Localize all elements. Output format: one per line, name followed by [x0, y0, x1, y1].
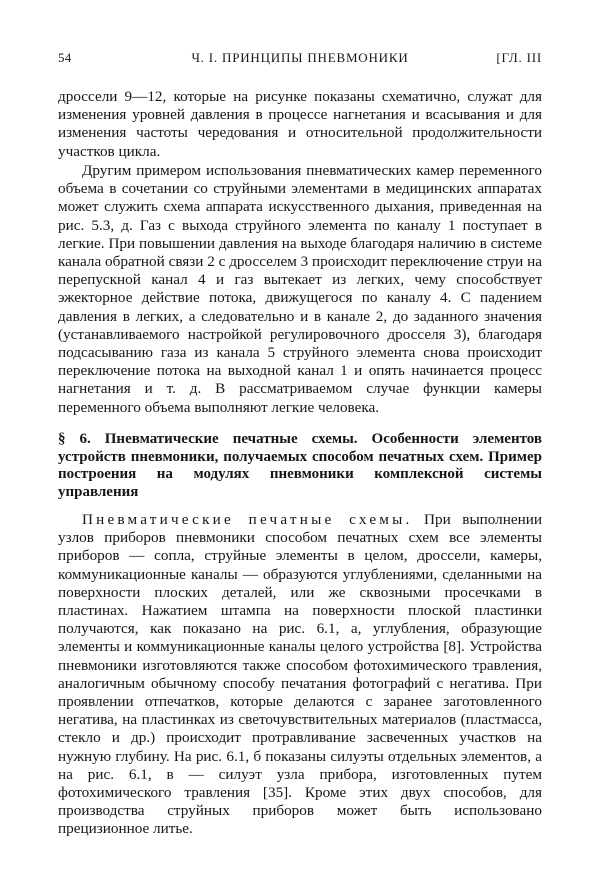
paragraph-body — [58, 511, 542, 839]
page-header — [58, 50, 542, 70]
paragraph-continuation — [58, 88, 542, 161]
paragraph-text: При выполнении узлов приборов пневмоники способом печатных схем все элементы приборов — сопла, струйные элементы в целом, дроссели, камеры, коммуникационные каналы — образуются углублениями, сделанными на поверхности плоских деталей, или же сквозными просечками в пластинах. Нажатием штампа на поверхности плоской пластинки получаются, как показано на рис. 6.1, а, углубления, образующие элементы и коммуникационные каналы целого устройства [8]. Устройства пневмоники изготовляются также способом фотохимического травления, аналогичным обычному способу печатания фотографий с негатива. При проявлении отпечатков, которые делаются с заранее заготовленного негатива, на пластинках из светочувствительных материалов (пластмасса, стекло и др.) происходит протравливание засвеченных участков на нужную глубину. На рис. 6.1, б показаны силуэты отдельных элементов, а на рис. 6.1, в — силуэт узла прибора, изготовленных путем фотохимического травления [35]. Кроме этих двух способов, для производства струйных приборов может быть использовано прецизионное литье. — [58, 511, 543, 838]
paragraph-breathing-apparatus — [58, 162, 542, 417]
chapter-reference: [ГЛ. III — [496, 50, 542, 65]
paragraph-text: дроссели 9—12, которые на рисунке показаны схематично, служат для изменения уровней давления в процессе нагнетания и всасывания и для изменения частоты чередования и относительной продолжительности участков цикла. — [58, 88, 542, 160]
paragraph-text: Другим примером использования пневматических камер переменного объема в сочетании со струйными элементами в медицинских аппаратах может служить схема аппарата искусственного дыхания, приведенная на рис. 5.3, д. Газ с выхода струйного элемента по каналу 1 поступает в легкие. При повышении давления на выходе благодаря наличию в системе канала обратной связи 2 с дросселем 3 происходит переключение струи на перепускной канал 4 и газ вытекает из легких, чему способствует эжекторное действие потока, движущегося по каналу 4. С падением давления в легких, а следовательно и в канале 2, до заданного значения (устанавливаемого настройкой регулировочного дросселя 3), благодаря подсасыванию газа из канала 5 струйного элемента снова происходит переключение потока на выходной канал 1 и опять начинается процесс нагнетания и т. д. В рассматриваемом случае функции камеры переменного объема выполняют легкие человека. — [58, 162, 542, 416]
section-heading — [58, 431, 542, 501]
paragraph-lead-in: Пневматические печатные схемы. — [82, 511, 413, 528]
paragraph-printed-circuits — [58, 511, 542, 839]
running-title: Ч. I. ПРИНЦИПЫ ПНЕВМОНИКИ — [191, 50, 409, 65]
section-heading-text: § 6. Пневматические печатные схемы. Особенности элементов устройств пневмоники, получаемых способом печатных схем. Пример построения на модулях пневмоники комплексной системы управления — [58, 431, 542, 500]
page-number: 54 — [58, 50, 72, 65]
